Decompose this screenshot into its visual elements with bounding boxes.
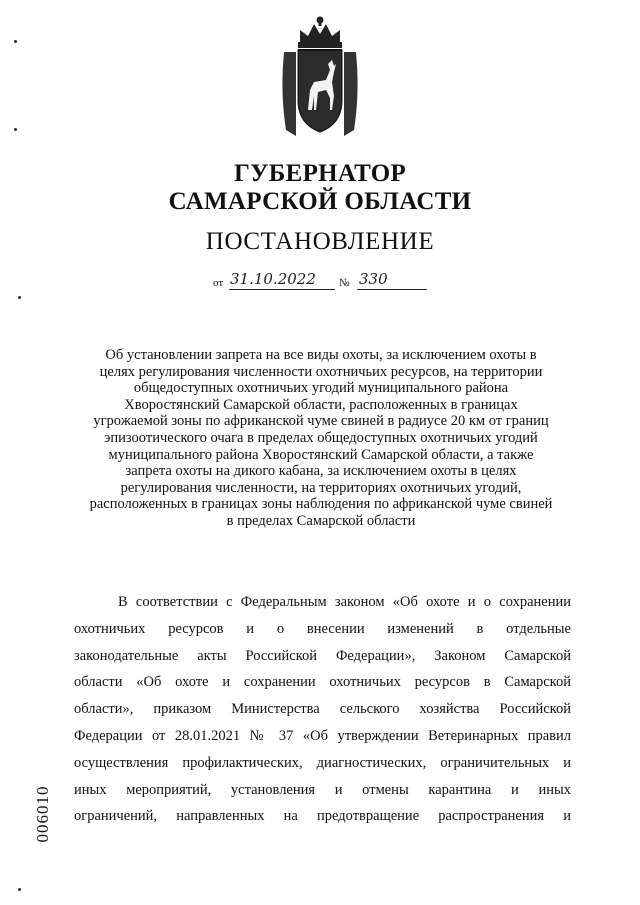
document-subject (60, 347, 582, 530)
number-underline (357, 289, 427, 290)
handwritten-number: 330 (359, 270, 388, 288)
org-title-line1: ГУБЕРНАТОР (233, 160, 407, 187)
subject-line: муниципального района Хворостянский Самарской области, а также (108, 446, 534, 463)
body-line: охотничьих ресурсов и о внесении изменений в отдельные (74, 620, 571, 637)
scan-speck (18, 296, 21, 299)
body-line: области», приказом Министерства сельского хозяйства Российской (74, 701, 571, 718)
subject-line: расположенных в границах зоны наблюдения по африканской чуме свиней (89, 496, 553, 513)
document-type: ПОСТАНОВЛЕНИЕ (205, 228, 435, 255)
subject-line: Об установлении запрета на все виды охоты, за исключением охоты в (105, 347, 537, 363)
subject-line: запрета охоты на дикого кабана, за исключением охоты в целях (125, 463, 517, 480)
body-paragraph (74, 592, 571, 833)
scan-speck (14, 40, 17, 43)
subject-line: общедоступных охотничьих угодий муниципального района (133, 380, 509, 397)
subject-line: эпизоотического очага в пределах общедоступных охотничьих угодий (104, 429, 538, 446)
date-from-label: от (213, 277, 224, 289)
body-line: иных мероприятий, установления и отмены карантина и иных (74, 781, 571, 798)
subject-line: регулирования численности, на территориях охотничьих угодий, (120, 479, 522, 496)
subject-line: целях регулирования численности охотничьих ресурсов, на территории (99, 363, 543, 380)
margin-code (28, 770, 50, 860)
body-line: Федерации от 28.01.2021 № 37 «Об утверждении Ветеринарных правил (74, 727, 571, 744)
subject-line: Хворостянский Самарской области, расположенных в границах (124, 396, 518, 413)
scan-speck (14, 128, 17, 131)
body-line: осуществления профилактических, диагностических, ограничительных и (74, 754, 571, 771)
body-line: законодательные акты Российской Федерации», Законом Самарской (74, 647, 571, 664)
body-line: В соответствии с Федеральным законом «Об охоте и о сохранении (118, 594, 571, 610)
margin-code-text: 006010 (33, 785, 52, 843)
subject-line: в пределах Самарской области (226, 512, 416, 529)
org-title-line2: САМАРСКОЙ ОБЛАСТИ (168, 188, 472, 215)
samara-coat-of-arms-icon (278, 12, 362, 140)
body-line: ограничений, направленных на предотвращение распространения и (74, 808, 571, 825)
scan-speck (18, 888, 21, 891)
dateline (213, 272, 433, 292)
subject-line: угрожаемой зоны по африканской чуме свиней в радиусе 20 км от границ (93, 413, 549, 430)
number-label: № (339, 277, 350, 289)
body-line: области «Об охоте и сохранении охотничьих ресурсов в Самарской (74, 674, 571, 691)
date-underline (229, 289, 335, 290)
handwritten-date: 31.10.2022 (230, 270, 316, 288)
